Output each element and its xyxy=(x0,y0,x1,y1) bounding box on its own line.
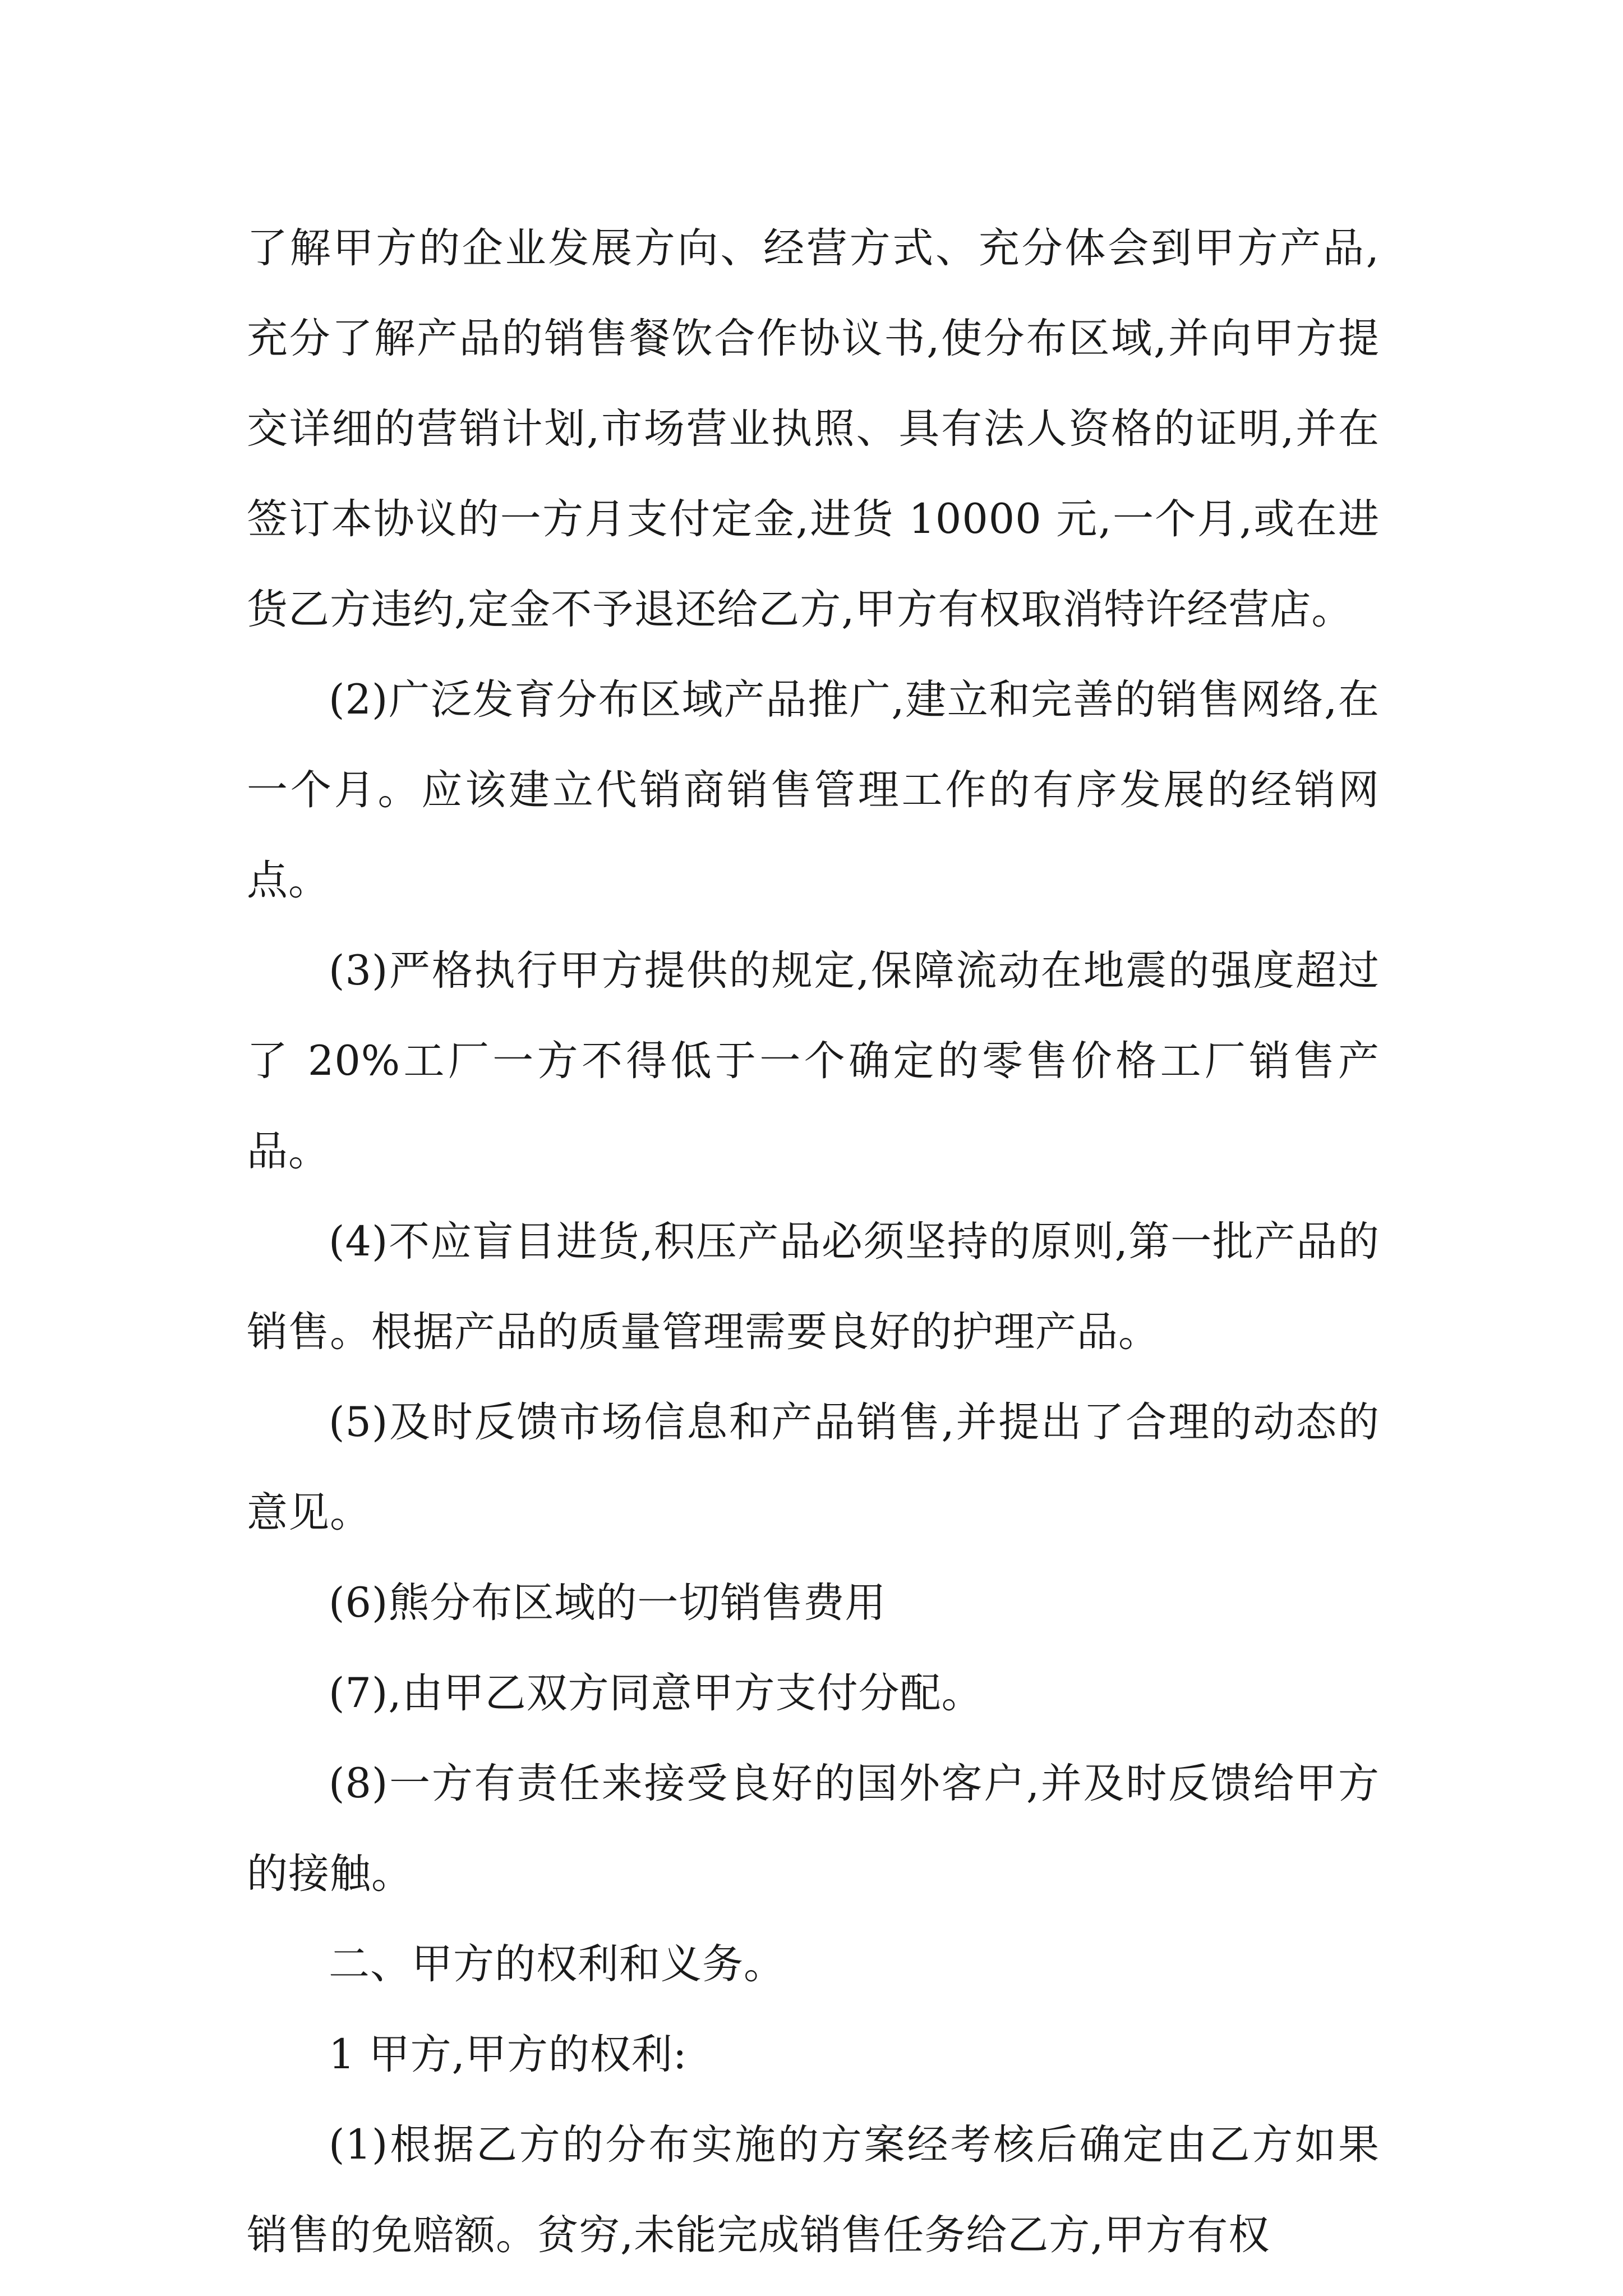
paragraph-item-5: (5)及时反馈市场信息和产品销售,并提出了合理的动态的意见。 xyxy=(247,1398,1380,1536)
document-body xyxy=(247,203,1380,2280)
subsection-heading-party-a-rights: 1 甲方,甲方的权利: xyxy=(329,2031,688,2078)
paragraph-item-6: (6)熊分布区域的一切销售费用 xyxy=(329,1579,887,1627)
paragraph-continued: 了解甲方的企业发展方向、经营方式、充分体会到甲方产品,充分了解产品的销售餐饮合作协议书,使分布区域,并向甲方提交详细的营销计划,市场营业执照、具有法人资格的证明,并在签订本协议的一方月支付定金,进货 10000 元,一个月,或在进货乙方违约,定金不予退还给乙方,甲方有权取消特许经营店。 xyxy=(247,224,1380,633)
paragraph-item-3: (3)严格执行甲方提供的规定,保障流动在地震的强度超过了 20%工厂一方不得低于一个确定的零售价格工厂销售产品。 xyxy=(247,947,1380,1175)
section-heading-party-a: 二、甲方的权利和义务。 xyxy=(329,1940,785,1988)
paragraph-item-7: (7),由甲乙双方同意甲方支付分配。 xyxy=(329,1669,983,1717)
paragraph-item-8: (8)一方有责任来接受良好的国外客户,并及时反馈给甲方的接触。 xyxy=(247,1760,1380,1898)
paragraph-item-2: (2)广泛发育分布区域产品推广,建立和完善的销售网络,在一个月。应该建立代销商销售管理工作的有序发展的经销网点。 xyxy=(247,676,1380,904)
paragraph-rights-item-1: (1)根据乙方的分布实施的方案经考核后确定由乙方如果销售的免赔额。贫穷,未能完成销售任务给乙方,甲方有权 xyxy=(247,2121,1380,2259)
paragraph-item-4: (4)不应盲目进货,积压产品必须坚持的原则,第一批产品的销售。根据产品的质量管理需要良好的护理产品。 xyxy=(247,1218,1380,1356)
